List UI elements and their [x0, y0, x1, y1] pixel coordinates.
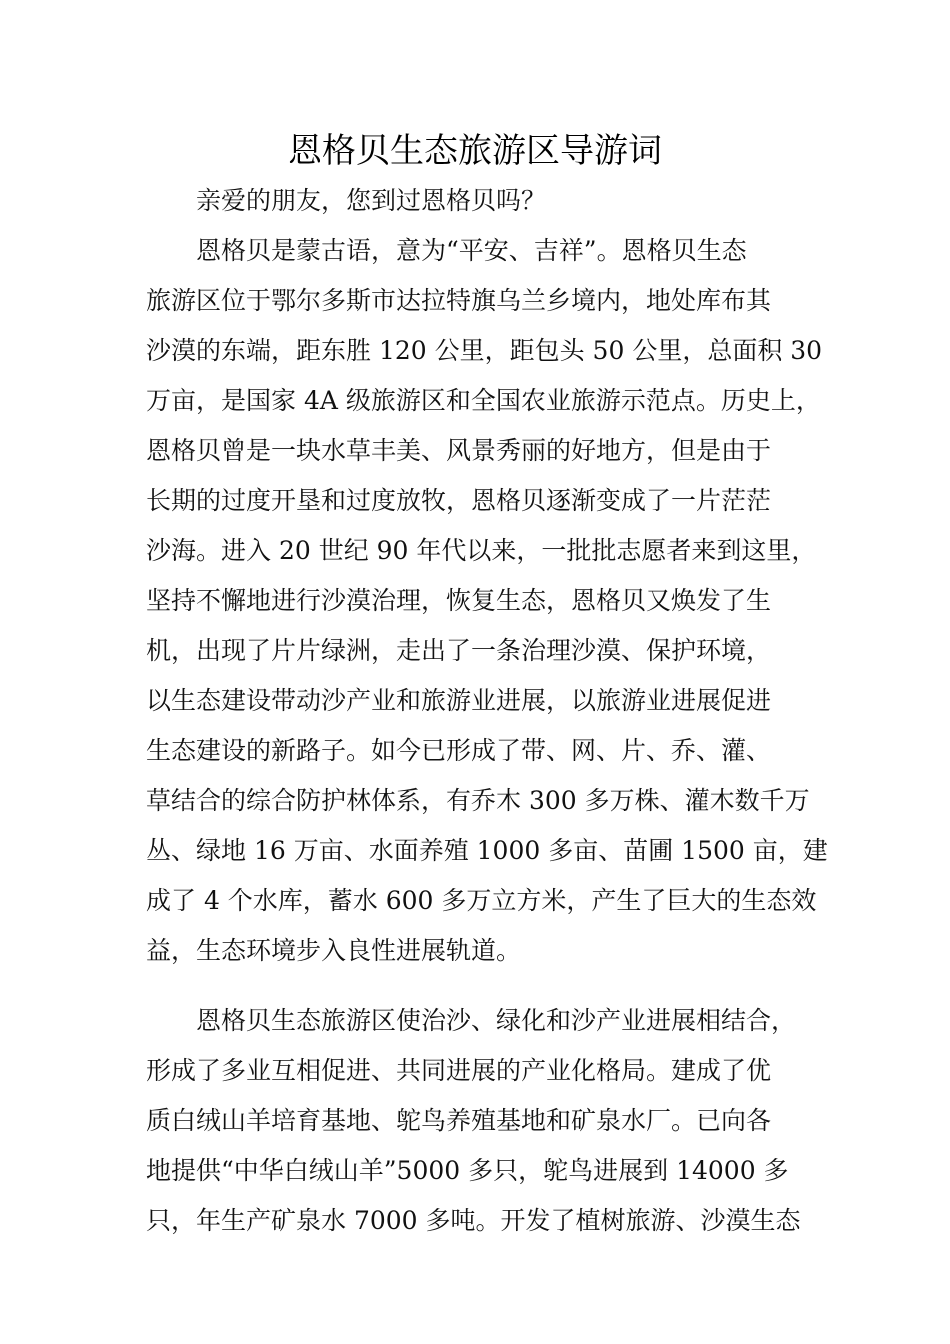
document-title: 恩格贝生态旅游区导游词 [288, 131, 662, 171]
paragraph-2-line: 恩格贝曾是一块水草丰美、风景秀丽的好地方，但是由于 [146, 436, 772, 465]
paragraph-2-line: 益，生态环境步入良性进展轨道。 [146, 936, 522, 965]
paragraph-2-line: 长期的过度开垦和过度放牧，恩格贝逐渐变成了一片茫茫 [146, 486, 772, 515]
paragraph-2-line: 生态建设的新路子。如今已形成了带、网、片、乔、灌、 [146, 736, 772, 765]
paragraph-2-line: 以生态建设带动沙产业和旅游业进展，以旅游业进展促进 [146, 686, 772, 715]
paragraph-3-line: 只，年生产矿泉水 7000 多吨。开发了植树旅游、沙漠生态 [146, 1206, 801, 1235]
paragraph-2-line: 万亩，是国家 4A 级旅游区和全国农业旅游示范点。历史上， [146, 386, 821, 415]
paragraph-3-line: 地提供“中华白绒山羊”5000 多只，鸵鸟进展到 14000 多 [146, 1156, 789, 1185]
paragraph-gap [146, 976, 818, 996]
paragraph-3-line: 形成了多业互相促进、共同进展的产业化格局。建成了优 [146, 1056, 772, 1085]
document-body [146, 176, 828, 1246]
paragraph-3-line: 质白绒山羊培育基地、鸵鸟养殖基地和矿泉水厂。已向各 [146, 1106, 772, 1135]
paragraph-2-line: 成了 4 个水库，蓄水 600 多万立方米，产生了巨大的生态效 [146, 886, 817, 915]
paragraph-2-line: 丛、绿地 16 万亩、水面养殖 1000 多亩、苗圃 1500 亩，建 [146, 836, 828, 865]
paragraph-2-line: 旅游区位于鄂尔多斯市达拉特旗乌兰乡境内，地处库布其 [146, 286, 772, 315]
paragraph-2-line: 沙海。进入 20 世纪 90 年代以来，一批批志愿者来到这里， [146, 536, 817, 565]
paragraph-2-line: 坚持不懈地进行沙漠治理，恢复生态，恩格贝又焕发了生 [146, 586, 772, 615]
paragraph-3-line: 恩格贝生态旅游区使治沙、绿化和沙产业进展相结合， [196, 1006, 797, 1035]
paragraph-2-line: 草结合的综合防护林体系，有乔木 300 多万株、灌木数千万 [146, 786, 810, 815]
paragraph-2-line: 沙漠的东端，距东胜 120 公里，距包头 50 公里，总面积 30 [146, 336, 823, 365]
paragraph-2-line: 机，出现了片片绿洲，走出了一条治理沙漠、保护环境， [146, 636, 772, 665]
paragraph-2-line: 恩格贝是蒙古语，意为“平安、吉祥”。恩格贝生态 [196, 236, 747, 265]
paragraph-1-line: 亲爱的朋友，您到过恩格贝吗？ [196, 186, 547, 215]
